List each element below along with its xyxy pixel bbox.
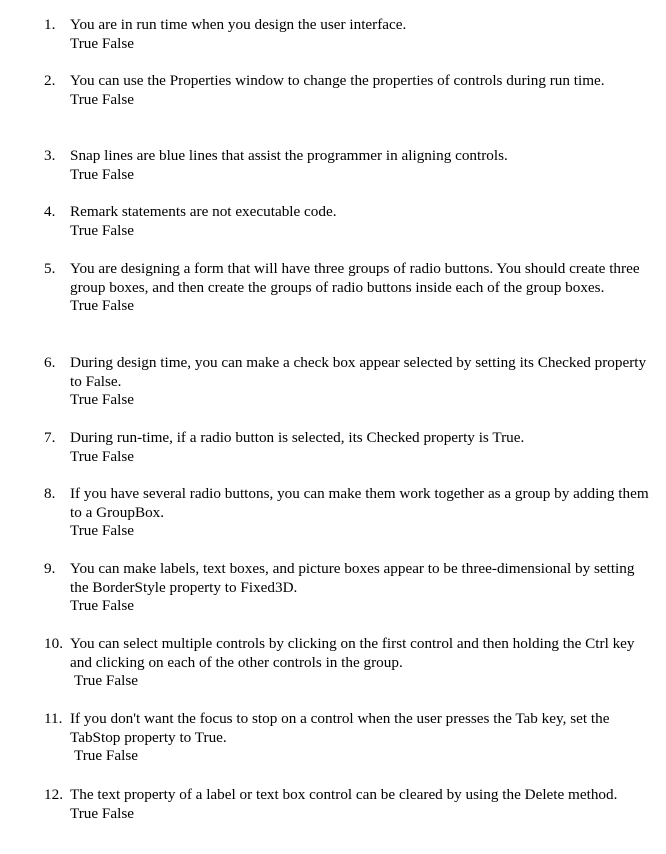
question-number: 10.: [44, 635, 63, 652]
question-6: [44, 354, 650, 410]
true-false-choices: True False: [70, 221, 134, 239]
question-7: [44, 429, 650, 466]
question-number: 4.: [44, 203, 56, 220]
true-false-choices: True False: [70, 447, 134, 465]
question-1: [44, 16, 650, 53]
true-false-choices: True False: [70, 90, 134, 108]
question-5: [44, 260, 650, 316]
question-number: 2.: [44, 72, 56, 89]
question-text: You can use the Properties window to change the properties of controls during run time.: [70, 72, 605, 89]
question-number: 7.: [44, 429, 56, 446]
question-text: Snap lines are blue lines that assist the programmer in aligning controls.: [70, 147, 508, 164]
question-3: [44, 147, 650, 184]
question-number: 8.: [44, 485, 56, 502]
question-11: [44, 710, 650, 766]
true-false-choices: True False: [74, 672, 138, 690]
question-text: You are designing a form that will have three groups of radio buttons. You should create three group boxes, and then create the groups of radio buttons inside each of the group boxes.: [70, 260, 640, 296]
true-false-choices: True False: [74, 747, 138, 765]
question-text: If you don't want the focus to stop on a control when the user presses the Tab key, set the TabStop property to True.: [70, 710, 610, 746]
true-false-choices: True False: [70, 34, 134, 52]
question-text: During design time, you can make a check box appear selected by setting its Checked property to False.: [70, 354, 647, 390]
question-12: [44, 786, 650, 823]
question-number: 12.: [44, 786, 63, 803]
question-text: You are in run time when you design the user interface.: [70, 16, 407, 33]
true-false-choices: True False: [70, 297, 134, 315]
question-number: 3.: [44, 147, 56, 164]
question-8: [44, 485, 650, 541]
question-text: The text property of a label or text box control can be cleared by using the Delete method.: [70, 786, 618, 803]
question-text: During run-time, if a radio button is selected, its Checked property is True.: [70, 429, 525, 446]
question-text: If you have several radio buttons, you can make them work together as a group by adding them to a GroupBox.: [70, 485, 649, 521]
question-text: Remark statements are not executable code.: [70, 203, 337, 220]
question-number: 9.: [44, 560, 56, 577]
question-2: [44, 72, 650, 109]
true-false-choices: True False: [70, 597, 134, 615]
question-number: 5.: [44, 260, 56, 277]
true-false-choices: True False: [70, 391, 134, 409]
question-number: 6.: [44, 354, 56, 371]
question-text: You can make labels, text boxes, and picture boxes appear to be three-dimensional by setting the BorderStyle property to Fixed3D.: [70, 560, 635, 596]
question-10: [44, 635, 650, 691]
question-number: 1.: [44, 16, 56, 33]
true-false-choices: True False: [70, 165, 134, 183]
question-number: 11.: [44, 710, 63, 727]
question-9: [44, 560, 650, 616]
question-4: [44, 203, 650, 240]
true-false-choices: True False: [70, 522, 134, 540]
question-text: You can select multiple controls by clicking on the first control and then holding the Ctrl key and clicking on each of the other controls in the group.: [70, 635, 635, 671]
true-false-choices: True False: [70, 804, 134, 822]
